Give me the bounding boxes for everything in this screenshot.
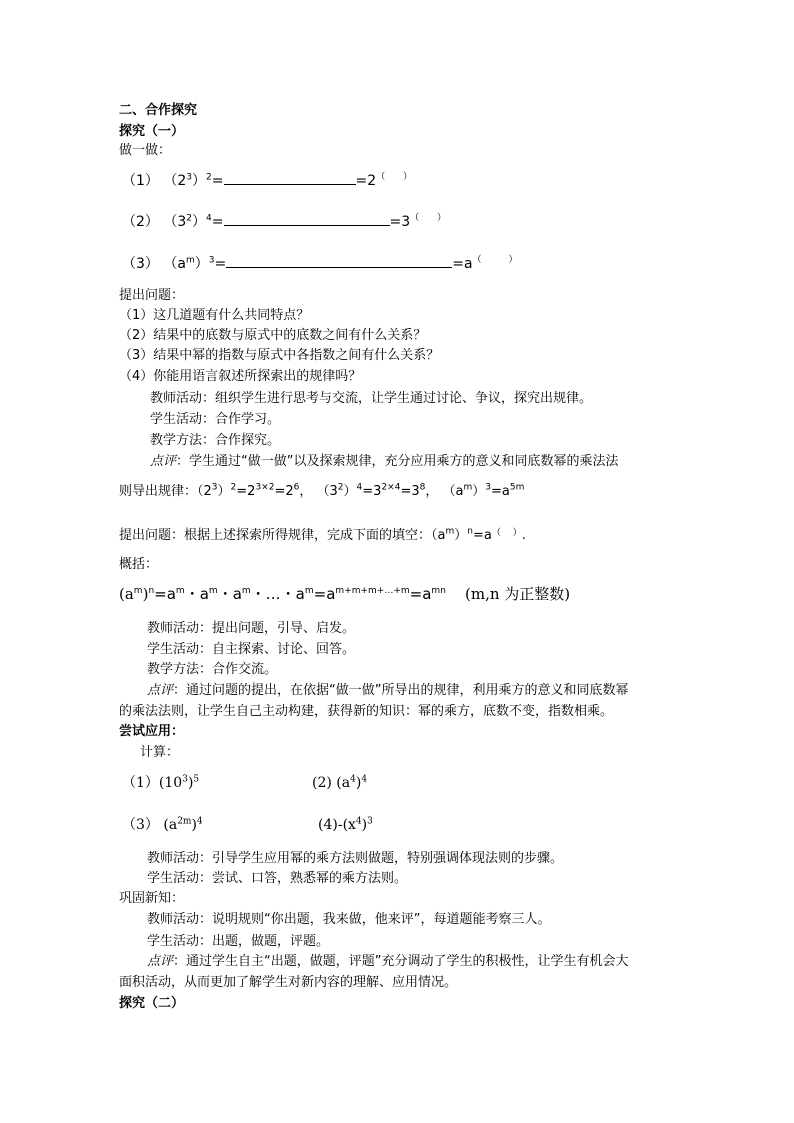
teaching-method-1: 教学方法：合作探究。 — [150, 433, 281, 448]
answer-blank — [226, 255, 452, 268]
comment-2-cont: 的乘法法则，让学生自己主动构建，获得新的知识：幂的乘方，底数不变，指数相乘。 — [119, 704, 614, 719]
summary-label: 概括： — [119, 557, 159, 572]
student-activity-3: 学生活动：尝试、口答，熟悉幂的乘方法则。 — [147, 871, 408, 886]
student-activity-4: 学生活动：出题，做题，评题。 — [147, 934, 330, 949]
comment-2: 点评：通过问题的提出，在依据“做一做”所导出的规律，利用乘方的意义和同底数幂 — [147, 683, 629, 698]
summary-condition: (m,n 为正整数) — [465, 585, 571, 603]
teaching-method-2: 教学方法：合作交流。 — [147, 662, 278, 677]
rule-line: 则导出规律：$(2^3)^2=2^{3\times 2}=2^6$， $(3^2)^4=3^{2\times 4}=3^8$， $(a^m)^3=a^{5m}$ — [119, 482, 525, 499]
summary-formula: $(a^m)^n=a^m$・$a^m$・$a^m$・…・$a^m=a^{m+m+m+\dots+m}=a^{mn}$ — [119, 585, 446, 603]
exercise-1: （1） $(2^3)^2= =2^{( )}$ — [122, 172, 413, 189]
teacher-activity-3: 教师活动：引导学生应用幂的乘方法则做题，特别强调体现法则的步骤。 — [147, 851, 564, 866]
general-question: 提出问题：根据上述探索所得规律，完成下面的填空：$(a^m)^n=a^{( )}$. — [119, 526, 526, 543]
raise-question-label: 提出问题： — [119, 288, 185, 303]
student-activity-2: 学生活动：自主探索、讨论、回答。 — [147, 642, 356, 657]
student-activity-1: 学生活动：合作学习。 — [150, 412, 281, 427]
calc-item-3: （3） $(a^{2m})^4$ — [122, 816, 203, 833]
exercise-3: （3） $(a^m)^3= =a^{( )}$ — [122, 255, 518, 272]
explore2-heading: 探究（二） — [119, 996, 185, 1011]
answer-blank — [224, 172, 356, 185]
question-3: （3）结果中幂的指数与原式中各指数之间有什么关系？ — [119, 348, 440, 363]
answer-blank — [224, 213, 390, 226]
comment-3-cont: 面积活动，从而更加了解学生对新内容的理解、应用情况。 — [119, 975, 458, 990]
exercise-2: （2） $(3^2)^4= =3^{( )}$ — [122, 213, 447, 230]
calc-label: 计算： — [140, 745, 180, 760]
do-it-label: 做一做： — [119, 143, 172, 158]
consolidate-heading: 巩固新知： — [119, 891, 185, 906]
section-title: 二、合作探究 — [119, 103, 198, 118]
calc-item-1: $(1)(10^3)^5$ — [122, 774, 200, 791]
try-apply-heading: 尝试应用： — [119, 724, 185, 739]
teacher-activity-4: 教师活动：说明规则“你出题，我来做，他来评”，每道题能考察三人。 — [147, 912, 551, 927]
teacher-activity-1: 教师活动：组织学生进行思考与交流，让学生通过讨论、争议，探究出规律。 — [150, 391, 593, 406]
calc-item-4: $(4)-(x^4)^3$ — [318, 816, 373, 833]
explore1-heading: 探究（一） — [119, 124, 185, 139]
question-4: （4）你能用语言叙述所探索出的规律吗？ — [119, 369, 362, 384]
teacher-activity-2: 教师活动：提出问题，引导、启发。 — [147, 621, 356, 636]
calc-item-2: (2) $(a^4)^4$ — [312, 774, 368, 791]
question-1: （1）这几道题有什么共同特点？ — [119, 308, 310, 323]
comment-1: 点评：学生通过“做一做”以及探索规律，充分应用乘方的意义和同底数幂的乘法法 — [150, 454, 619, 469]
comment-3: 点评：通过学生自主“出题，做题，评题”充分调动了学生的积极性，让学生有机会大 — [147, 954, 629, 969]
question-2: （2）结果中的底数与原式中的底数之间有什么关系？ — [119, 328, 427, 343]
